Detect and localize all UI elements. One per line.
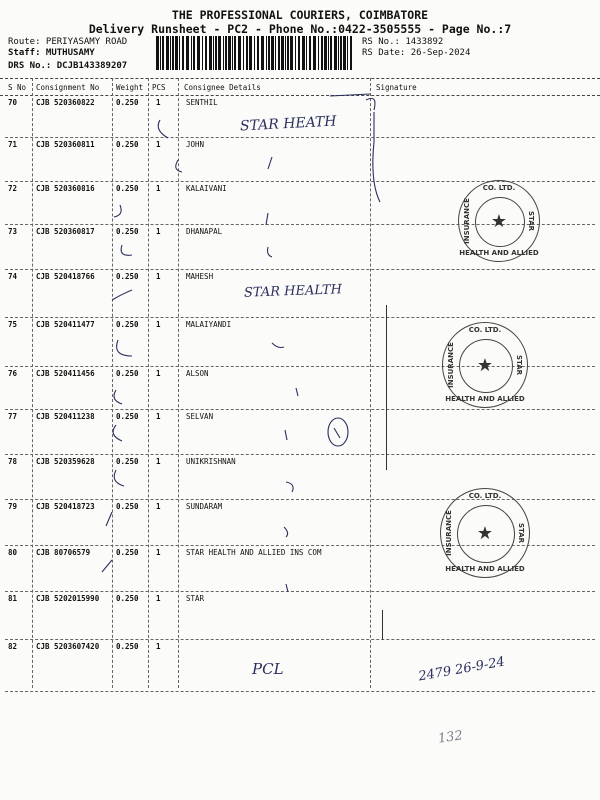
seal-text: STAR: [517, 522, 525, 544]
col-signature: Signature: [376, 83, 417, 92]
col-weight: Weight: [116, 83, 144, 92]
runsheet-title: Delivery Runsheet - PC2 - Phone No.:0422-3505555 - Page No.:7: [88, 22, 512, 36]
row-weight: 0.250: [116, 98, 139, 107]
col-consignment: Consignment No: [36, 83, 100, 92]
company-seal: [442, 322, 528, 408]
row-pcs: 1: [156, 412, 161, 421]
rs-date: RS Date: 26-Sep-2024: [362, 48, 471, 58]
drs-number: DRS No.: DCJB143389207: [8, 61, 128, 71]
row-weight: 0.250: [116, 320, 139, 329]
barcode-bar: [350, 36, 352, 70]
bracket-mark: [370, 610, 383, 640]
seal-text: CO. LTD.: [468, 326, 502, 334]
row-sno: 70: [8, 98, 18, 107]
barcode-bar: [321, 36, 323, 70]
row-pcs: 1: [156, 272, 161, 281]
consignment-number: CJB 520411477: [36, 320, 95, 329]
consignee-name: SUNDARAM: [186, 502, 223, 511]
consignee-name: SENTHIL: [186, 98, 218, 107]
barcode-bar: [179, 36, 180, 70]
consignee-name: DHANAPAL: [186, 227, 223, 236]
seal-text: STAR: [527, 210, 535, 232]
barcode-bar: [223, 36, 224, 70]
barcode-bar: [268, 36, 270, 70]
row-pcs: 1: [156, 457, 161, 466]
row-weight: 0.250: [116, 369, 139, 378]
company-seal: [458, 180, 540, 262]
barcode-bar: [290, 36, 293, 70]
table-header: [0, 78, 600, 96]
row-weight: 0.250: [116, 412, 139, 421]
barcode-bar: [318, 36, 319, 70]
barcode-bar: [330, 36, 332, 70]
star-icon: ★: [476, 355, 494, 376]
row-weight: 0.250: [116, 272, 139, 281]
handwritten-date: 2479 26-9-24: [417, 654, 506, 685]
consignment-number: CJB 520360822: [36, 98, 95, 107]
barcode-bar: [338, 36, 339, 70]
barcode-bar: [309, 36, 311, 70]
row-pcs: 1: [156, 369, 161, 378]
seal-text: INSURANCE: [445, 510, 453, 556]
company-title: THE PROFESSIONAL COURIERS, COIMBATORE: [171, 8, 429, 22]
barcode-bar: [234, 36, 236, 70]
row-sno: 75: [8, 320, 18, 329]
row-pcs: 1: [156, 548, 161, 557]
row-sno: 78: [8, 457, 18, 466]
consignment-number: CJB 520411238: [36, 412, 95, 421]
barcode-bar: [175, 36, 178, 70]
row-pcs: 1: [156, 140, 161, 149]
barcode-bar: [213, 36, 214, 70]
barcode-bar: [298, 36, 300, 70]
seal-text: HEALTH AND ALLIED: [459, 249, 539, 257]
consignment-number: CJB 520359628: [36, 457, 95, 466]
company-seal: [440, 488, 530, 578]
consignee-name: MAHESH: [186, 272, 214, 281]
row-sno: 81: [8, 594, 18, 603]
row-pcs: 1: [156, 184, 161, 193]
consignee-name: UNIKRISHNAN: [186, 457, 236, 466]
consignee-name: ALSON: [186, 369, 209, 378]
consignment-number: CJB 520360811: [36, 140, 95, 149]
route-label: Route: PERIYASAMY ROAD: [8, 37, 128, 47]
barcode-bar: [238, 36, 241, 70]
barcode-bar: [162, 36, 164, 70]
barcode-bar: [197, 36, 200, 70]
barcode-bar: [160, 36, 161, 70]
barcode-bar: [343, 36, 346, 70]
row-sno: 79: [8, 502, 18, 511]
consignment-number: CJB 5202015990: [36, 594, 100, 603]
barcode-bar: [281, 36, 284, 70]
barcode-bar: [191, 36, 192, 70]
row-pcs: 1: [156, 227, 161, 236]
barcode-bar: [202, 36, 203, 70]
row-sno: 73: [8, 227, 18, 236]
staff-label: Staff: MUTHUSAMY: [8, 48, 95, 58]
row-weight: 0.250: [116, 594, 139, 603]
col-sno: S No: [8, 83, 27, 92]
star-icon: ★: [490, 211, 508, 232]
consignment-number: CJB 520418766: [36, 272, 95, 281]
barcode-bar: [215, 36, 217, 70]
row-sno: 72: [8, 184, 18, 193]
col-consignee: Consignee Details: [184, 83, 261, 92]
barcode-bar: [166, 36, 169, 70]
barcode-bar: [275, 36, 276, 70]
seal-text: STAR: [515, 354, 523, 376]
barcode-bar: [295, 36, 296, 70]
barcode: [156, 36, 352, 70]
handwritten-signature: STAR HEALTH: [243, 282, 343, 301]
barcode-bar: [249, 36, 252, 70]
row-weight: 0.250: [116, 457, 139, 466]
row-pcs: 1: [156, 98, 161, 107]
consignee-name: MALAIYANDI: [186, 320, 232, 329]
table-row: [0, 640, 600, 692]
barcode-bar: [170, 36, 171, 70]
row-weight: 0.250: [116, 642, 139, 651]
row-sno: 74: [8, 272, 18, 281]
row-sno: 82: [8, 642, 18, 651]
seal-text: HEALTH AND ALLIED: [445, 395, 525, 403]
seal-text: INSURANCE: [447, 342, 455, 388]
row-weight: 0.250: [116, 548, 139, 557]
barcode-bar: [278, 36, 280, 70]
barcode-bar: [232, 36, 233, 70]
barcode-bar: [257, 36, 259, 70]
barcode-bar: [254, 36, 255, 70]
row-weight: 0.250: [116, 502, 139, 511]
row-separator: [5, 691, 595, 692]
handwritten-signature: PCL: [252, 660, 284, 678]
row-pcs: 1: [156, 594, 161, 603]
handwritten-signature: STAR HEATH: [239, 113, 337, 135]
table-row: [0, 410, 600, 455]
table-row: [0, 138, 600, 182]
barcode-bar: [156, 36, 159, 70]
rs-number: RS No.: 1433892: [362, 37, 444, 47]
barcode-bar: [347, 36, 348, 70]
seal-text: HEALTH AND ALLIED: [445, 565, 525, 573]
barcode-bar: [306, 36, 307, 70]
row-weight: 0.250: [116, 227, 139, 236]
row-sno: 77: [8, 412, 18, 421]
bracket-mark: [370, 305, 387, 470]
table-row: [0, 592, 600, 640]
barcode-bar: [193, 36, 195, 70]
barcode-bar: [228, 36, 231, 70]
barcode-bar: [182, 36, 184, 70]
barcode-bar: [218, 36, 221, 70]
row-weight: 0.250: [116, 140, 139, 149]
seal-text: CO. LTD.: [482, 184, 516, 192]
barcode-bar: [313, 36, 316, 70]
row-pcs: 1: [156, 502, 161, 511]
barcode-bar: [243, 36, 244, 70]
row-pcs: 1: [156, 642, 161, 651]
barcode-bar: [302, 36, 305, 70]
consignee-name: SELVAN: [186, 412, 214, 421]
row-pcs: 1: [156, 320, 161, 329]
consignee-name: KALAIVANI: [186, 184, 227, 193]
seal-text: INSURANCE: [463, 198, 471, 244]
barcode-bar: [328, 36, 329, 70]
row-sno: 80: [8, 548, 18, 557]
consignment-number: CJB 520360816: [36, 184, 95, 193]
consignment-number: CJB 80706579: [36, 548, 91, 557]
col-pcs: PCS: [152, 83, 166, 92]
row-sno: 71: [8, 140, 18, 149]
seal-text: CO. LTD.: [468, 492, 502, 500]
consignment-number: CJB 520418723: [36, 502, 95, 511]
barcode-bar: [209, 36, 212, 70]
consignee-name: JOHN: [186, 140, 205, 149]
consignment-number: CJB 520360817: [36, 227, 95, 236]
barcode-bar: [261, 36, 264, 70]
barcode-bar: [287, 36, 289, 70]
consignee-name: STAR: [186, 594, 205, 603]
barcode-bar: [172, 36, 174, 70]
barcode-bar: [271, 36, 274, 70]
handwritten-note: 132: [437, 728, 464, 747]
consignment-number: CJB 5203607420: [36, 642, 100, 651]
barcode-bar: [285, 36, 286, 70]
barcode-bar: [205, 36, 207, 70]
barcode-bar: [246, 36, 248, 70]
star-icon: ★: [476, 523, 494, 544]
barcode-bar: [334, 36, 337, 70]
barcode-bar: [340, 36, 342, 70]
barcode-bar: [225, 36, 227, 70]
consignee-name: STAR HEALTH AND ALLIED INS COM: [186, 548, 322, 557]
barcode-bar: [266, 36, 267, 70]
barcode-bar: [324, 36, 327, 70]
row-sno: 76: [8, 369, 18, 378]
row-weight: 0.250: [116, 184, 139, 193]
barcode-bar: [186, 36, 189, 70]
consignment-number: CJB 520411456: [36, 369, 95, 378]
